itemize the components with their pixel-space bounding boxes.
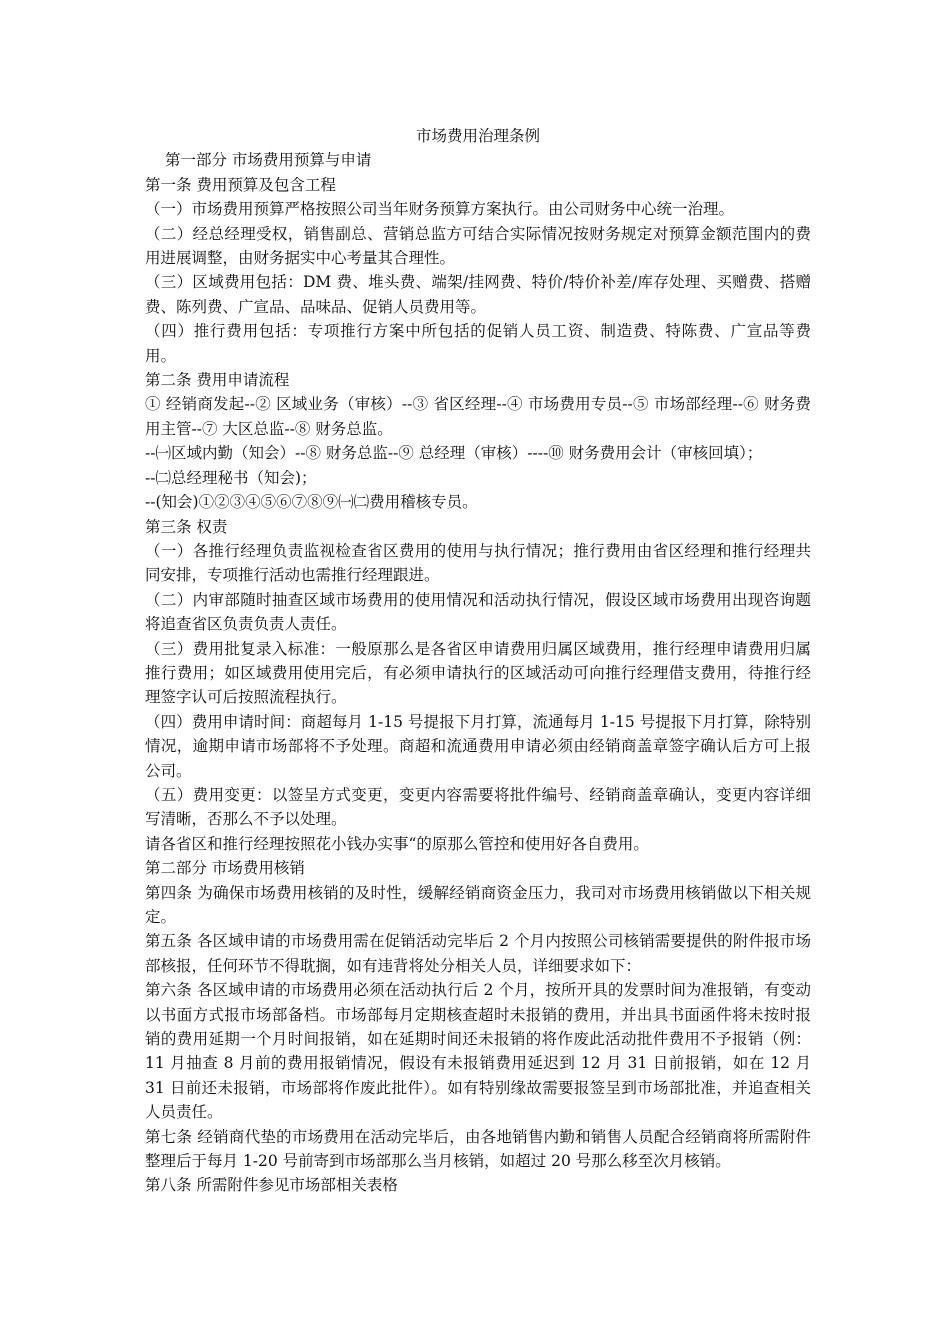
article-1-heading: 第一条 费用预算及包含工程 — [145, 175, 336, 194]
article-1-clause-4: （四）推行费用包括：专项推行方案中所包括的促销人员工资、制造费、特陈费、广宣品等费用。 — [145, 322, 811, 365]
article-2-flow-1: ① 经销商发起--② 区域业务（审核）--③ 省区经理--④ 市场费用专员--⑤ 市场部经理--⑥ 财务费用主管--⑦ 大区总监--⑧ 财务总监。 — [145, 395, 811, 438]
principle-note: 请各省区和推行经理按照花小钱办实事“的原那么管控和使用好各自费用。 — [145, 834, 649, 853]
document-body — [145, 124, 811, 1198]
article-7: 第七条 经销商代垫的市场费用在活动完毕后，由各地销售内勤和销售人员配合经销商将所需附件整理后于每月 1-20 号前寄到市场部那么当月核销，如超过 20 号那么移至次月核销。 — [145, 1127, 811, 1171]
article-1-clause-1: （一）市场费用预算严格按照公司当年财务预算方案执行。由公司财务中心统一治理。 — [145, 200, 735, 219]
article-3-clause-3: （三）费用批复录入标准：一般原那么是各省区申请费用归属区域费用，推行经理申请费用归属推行费用；如区域费用使用完后，有必须申请执行的区域活动可向推行经理借支费用，待推行经理签字认可后按照流程执行。 — [145, 639, 811, 707]
article-2-heading: 第二条 费用申请流程 — [145, 371, 290, 390]
article-1-clause-2: （二）经总经理受权，销售副总、营销总监方可结合实际情况按财务规定对预算金额范围内的费用进展调整，由财务据实中心考量其合理性。 — [145, 224, 811, 268]
article-4: 第四条 为确保市场费用核销的及时性，缓解经销商资金压力，我司对市场费用核销做以下相关规定。 — [145, 883, 811, 926]
article-1-clause-3: （三）区域费用包括：DM 费、堆头费、端架/挂网费、特价/特价补差/库存处理、买赠费、搭赠费、陈列费、广宣品、品味品、促销人员费用等。 — [145, 273, 811, 316]
article-3-clause-5: （五）费用变更：以签呈方式变更，变更内容需要将批件编号、经销商盖章确认，变更内容详细写清晰，否那么不予以处理。 — [145, 785, 811, 829]
article-3-clause-2: （二）内审部随时抽查区域市场费用的使用情况和活动执行情况，假设区域市场费用出现咨询题将追查省区负责负责人责任。 — [145, 590, 811, 634]
article-3-heading: 第三条 权责 — [145, 517, 228, 536]
part-two-heading: 第二部分 市场费用核销 — [145, 859, 305, 878]
article-5: 第五条 各区域申请的市场费用需在促销活动完毕后 2 个月内按照公司核销需要提供的附件报市场部核报，任何环节不得耽搁，如有违背将处分相关人员，详细要求如下： — [145, 932, 811, 975]
article-3-clause-4: （四）费用申请时间：商超每月 1-15 号提报下月打算，流通每月 1-15 号提报下月打算，除特别情况，逾期申请市场部将不予处理。商超和流通费用申请必须由经销商盖章签字确认后方可上报公司。 — [145, 712, 811, 780]
article-2-flow-4: --(知会)①②③④⑤⑥⑦⑧⑨㈠㈡费用稽核专员。 — [145, 493, 478, 512]
article-2-flow-3: --㈡总经理秘书（知会)； — [145, 468, 317, 487]
article-2-flow-2: --㈠区域内勤（知会）--⑧ 财务总监--⑨ 总经理（审核）----⑩ 财务费用会计（审核回填）； — [145, 444, 763, 463]
article-8: 第八条 所需附件参见市场部相关表格 — [145, 1176, 398, 1195]
document-title: 市场费用治理条例 — [415, 127, 540, 145]
part-one-heading: 第一部分 市场费用预算与申请 — [165, 151, 372, 170]
article-6: 第六条 各区域申请的市场费用必须在活动执行后 2 个月，按所开具的发票时间为准报销，有变动以书面方式报市场部备档。市场部每月定期核查超时未报销的费用，并出具书面函件将未按时报销的费用延期一个月时间报销，如在延期时间还未报销的将作废此活动批件费用不予报销（例：11 月抽查 8 月前的费用报销情况，假设有未报销费用延迟到 12 月 31 日前报销，如在 12 月 31 日前还未报销，市场部将作废此批件）。如有特别缘故需要报签呈到市场部批准，并追查相关人员责任。 — [145, 981, 811, 1122]
article-3-clause-1: （一）各推行经理负责监视检查省区费用的使用与执行情况；推行费用由省区经理和推行经理共同安排，专项推行活动也需推行经理跟进。 — [145, 541, 811, 585]
